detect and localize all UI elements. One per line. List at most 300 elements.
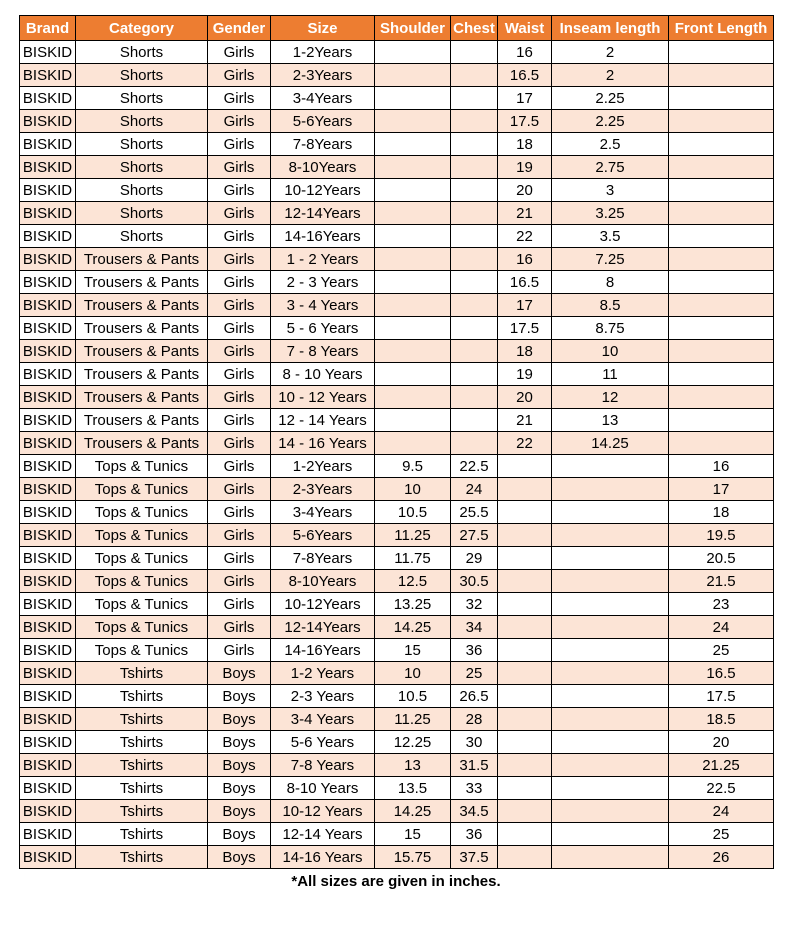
cell-brand: BISKID <box>20 340 76 363</box>
table-row <box>20 662 774 685</box>
cell-brand: BISKID <box>20 294 76 317</box>
cell-category: Tops & Tunics <box>76 501 208 524</box>
cell-shoulder <box>375 340 451 363</box>
cell-category: Tops & Tunics <box>76 616 208 639</box>
cell-waist <box>498 800 552 823</box>
table-row <box>20 409 774 432</box>
cell-shoulder: 10.5 <box>375 685 451 708</box>
cell-size: 7-8Years <box>271 133 375 156</box>
cell-size: 1-2 Years <box>271 662 375 685</box>
cell-chest: 30 <box>451 731 498 754</box>
table-row <box>20 800 774 823</box>
cell-chest: 31.5 <box>451 754 498 777</box>
cell-shoulder: 12.5 <box>375 570 451 593</box>
cell-chest: 33 <box>451 777 498 800</box>
cell-inseam-length: 3.25 <box>552 202 669 225</box>
cell-brand: BISKID <box>20 271 76 294</box>
cell-category: Shorts <box>76 225 208 248</box>
cell-waist: 18 <box>498 340 552 363</box>
cell-front-length: 17.5 <box>669 685 774 708</box>
cell-inseam-length: 11 <box>552 363 669 386</box>
cell-chest: 37.5 <box>451 846 498 869</box>
cell-gender: Girls <box>208 87 271 110</box>
cell-chest: 28 <box>451 708 498 731</box>
cell-front-length <box>669 363 774 386</box>
cell-size: 8-10 Years <box>271 777 375 800</box>
cell-inseam-length: 8.5 <box>552 294 669 317</box>
cell-brand: BISKID <box>20 731 76 754</box>
cell-size: 3-4 Years <box>271 708 375 731</box>
cell-front-length <box>669 87 774 110</box>
cell-brand: BISKID <box>20 708 76 731</box>
cell-brand: BISKID <box>20 662 76 685</box>
cell-inseam-length <box>552 501 669 524</box>
cell-inseam-length: 2 <box>552 64 669 87</box>
cell-waist <box>498 639 552 662</box>
cell-chest <box>451 133 498 156</box>
cell-gender: Girls <box>208 41 271 64</box>
cell-brand: BISKID <box>20 501 76 524</box>
cell-category: Tshirts <box>76 731 208 754</box>
cell-chest <box>451 179 498 202</box>
cell-gender: Boys <box>208 731 271 754</box>
cell-gender: Girls <box>208 340 271 363</box>
cell-gender: Girls <box>208 64 271 87</box>
cell-front-length: 18.5 <box>669 708 774 731</box>
column-header-inseam-length: Inseam length <box>552 16 669 41</box>
cell-waist <box>498 685 552 708</box>
cell-gender: Girls <box>208 386 271 409</box>
cell-gender: Boys <box>208 754 271 777</box>
cell-chest: 34 <box>451 616 498 639</box>
cell-gender: Girls <box>208 639 271 662</box>
cell-front-length <box>669 271 774 294</box>
cell-size: 3-4Years <box>271 501 375 524</box>
table-row <box>20 41 774 64</box>
cell-shoulder: 12.25 <box>375 731 451 754</box>
cell-inseam-length: 10 <box>552 340 669 363</box>
cell-front-length <box>669 432 774 455</box>
cell-inseam-length <box>552 570 669 593</box>
table-row <box>20 754 774 777</box>
cell-category: Tops & Tunics <box>76 547 208 570</box>
cell-front-length <box>669 179 774 202</box>
cell-size: 10 - 12 Years <box>271 386 375 409</box>
cell-chest: 30.5 <box>451 570 498 593</box>
cell-gender: Girls <box>208 294 271 317</box>
cell-shoulder: 15 <box>375 639 451 662</box>
table-row <box>20 179 774 202</box>
cell-chest <box>451 156 498 179</box>
cell-front-length: 22.5 <box>669 777 774 800</box>
cell-waist <box>498 754 552 777</box>
cell-shoulder: 10 <box>375 478 451 501</box>
cell-brand: BISKID <box>20 317 76 340</box>
cell-size: 8-10Years <box>271 156 375 179</box>
cell-shoulder <box>375 133 451 156</box>
cell-waist <box>498 777 552 800</box>
cell-chest <box>451 225 498 248</box>
cell-front-length: 21.5 <box>669 570 774 593</box>
cell-gender: Girls <box>208 133 271 156</box>
cell-shoulder: 10.5 <box>375 501 451 524</box>
cell-size: 1 - 2 Years <box>271 248 375 271</box>
cell-category: Tshirts <box>76 800 208 823</box>
table-row <box>20 570 774 593</box>
cell-waist: 17 <box>498 87 552 110</box>
column-header-front-length: Front Length <box>669 16 774 41</box>
cell-waist <box>498 478 552 501</box>
table-row <box>20 248 774 271</box>
cell-gender: Girls <box>208 248 271 271</box>
cell-category: Trousers & Pants <box>76 294 208 317</box>
cell-shoulder: 11.25 <box>375 524 451 547</box>
cell-front-length <box>669 225 774 248</box>
cell-inseam-length <box>552 685 669 708</box>
cell-category: Tops & Tunics <box>76 478 208 501</box>
table-row <box>20 294 774 317</box>
cell-waist <box>498 524 552 547</box>
cell-size: 12 - 14 Years <box>271 409 375 432</box>
cell-waist: 17.5 <box>498 317 552 340</box>
cell-front-length: 20 <box>669 731 774 754</box>
cell-inseam-length: 2.25 <box>552 110 669 133</box>
cell-category: Tops & Tunics <box>76 455 208 478</box>
cell-size: 5-6 Years <box>271 731 375 754</box>
cell-front-length <box>669 41 774 64</box>
cell-category: Trousers & Pants <box>76 409 208 432</box>
cell-inseam-length <box>552 593 669 616</box>
cell-size: 7-8 Years <box>271 754 375 777</box>
table-row <box>20 547 774 570</box>
cell-chest: 36 <box>451 639 498 662</box>
cell-gender: Girls <box>208 156 271 179</box>
cell-shoulder <box>375 294 451 317</box>
cell-gender: Boys <box>208 708 271 731</box>
cell-chest: 24 <box>451 478 498 501</box>
cell-category: Tshirts <box>76 754 208 777</box>
cell-category: Shorts <box>76 133 208 156</box>
cell-shoulder: 11.25 <box>375 708 451 731</box>
cell-waist: 16 <box>498 248 552 271</box>
table-row <box>20 64 774 87</box>
cell-waist: 22 <box>498 225 552 248</box>
cell-category: Shorts <box>76 110 208 133</box>
cell-size: 2-3Years <box>271 478 375 501</box>
cell-shoulder: 15.75 <box>375 846 451 869</box>
cell-gender: Boys <box>208 800 271 823</box>
table-row <box>20 110 774 133</box>
cell-brand: BISKID <box>20 754 76 777</box>
cell-brand: BISKID <box>20 777 76 800</box>
cell-shoulder <box>375 409 451 432</box>
cell-inseam-length: 3.5 <box>552 225 669 248</box>
cell-shoulder <box>375 64 451 87</box>
cell-shoulder <box>375 432 451 455</box>
cell-waist: 16.5 <box>498 271 552 294</box>
table-row <box>20 524 774 547</box>
cell-inseam-length <box>552 731 669 754</box>
cell-gender: Girls <box>208 179 271 202</box>
table-body <box>20 41 774 869</box>
column-header-brand: Brand <box>20 16 76 41</box>
table-row <box>20 846 774 869</box>
cell-inseam-length: 7.25 <box>552 248 669 271</box>
cell-brand: BISKID <box>20 41 76 64</box>
cell-front-length <box>669 133 774 156</box>
cell-chest: 29 <box>451 547 498 570</box>
cell-category: Trousers & Pants <box>76 317 208 340</box>
cell-brand: BISKID <box>20 800 76 823</box>
cell-waist <box>498 616 552 639</box>
column-header-category: Category <box>76 16 208 41</box>
size-chart-table <box>19 15 774 869</box>
cell-inseam-length <box>552 800 669 823</box>
cell-chest: 26.5 <box>451 685 498 708</box>
cell-gender: Girls <box>208 524 271 547</box>
cell-brand: BISKID <box>20 455 76 478</box>
cell-size: 2-3 Years <box>271 685 375 708</box>
cell-category: Shorts <box>76 202 208 225</box>
cell-size: 12-14Years <box>271 202 375 225</box>
cell-chest <box>451 340 498 363</box>
cell-inseam-length <box>552 616 669 639</box>
table-row <box>20 708 774 731</box>
cell-size: 8 - 10 Years <box>271 363 375 386</box>
cell-size: 14 - 16 Years <box>271 432 375 455</box>
cell-gender: Girls <box>208 271 271 294</box>
cell-chest <box>451 386 498 409</box>
cell-brand: BISKID <box>20 432 76 455</box>
table-row <box>20 340 774 363</box>
cell-inseam-length <box>552 823 669 846</box>
cell-gender: Boys <box>208 823 271 846</box>
cell-gender: Girls <box>208 202 271 225</box>
cell-inseam-length <box>552 478 669 501</box>
cell-waist: 20 <box>498 386 552 409</box>
cell-inseam-length <box>552 754 669 777</box>
cell-front-length: 23 <box>669 593 774 616</box>
cell-size: 3-4Years <box>271 87 375 110</box>
cell-inseam-length <box>552 524 669 547</box>
cell-gender: Girls <box>208 317 271 340</box>
cell-size: 14-16Years <box>271 639 375 662</box>
cell-brand: BISKID <box>20 225 76 248</box>
cell-chest <box>451 271 498 294</box>
cell-brand: BISKID <box>20 87 76 110</box>
cell-shoulder <box>375 41 451 64</box>
header-row <box>20 16 774 41</box>
cell-size: 7 - 8 Years <box>271 340 375 363</box>
cell-waist: 19 <box>498 156 552 179</box>
cell-inseam-length: 2.5 <box>552 133 669 156</box>
cell-category: Trousers & Pants <box>76 386 208 409</box>
cell-category: Trousers & Pants <box>76 271 208 294</box>
cell-size: 10-12Years <box>271 179 375 202</box>
cell-shoulder: 15 <box>375 823 451 846</box>
cell-size: 14-16 Years <box>271 846 375 869</box>
cell-gender: Girls <box>208 225 271 248</box>
cell-gender: Girls <box>208 593 271 616</box>
cell-front-length: 16.5 <box>669 662 774 685</box>
cell-brand: BISKID <box>20 639 76 662</box>
cell-brand: BISKID <box>20 179 76 202</box>
cell-front-length: 19.5 <box>669 524 774 547</box>
cell-category: Trousers & Pants <box>76 340 208 363</box>
cell-shoulder: 14.25 <box>375 616 451 639</box>
cell-inseam-length <box>552 846 669 869</box>
cell-inseam-length <box>552 639 669 662</box>
cell-brand: BISKID <box>20 616 76 639</box>
table-row <box>20 616 774 639</box>
cell-brand: BISKID <box>20 547 76 570</box>
cell-front-length: 24 <box>669 800 774 823</box>
cell-front-length: 20.5 <box>669 547 774 570</box>
cell-shoulder <box>375 363 451 386</box>
cell-category: Shorts <box>76 179 208 202</box>
cell-category: Shorts <box>76 87 208 110</box>
cell-category: Shorts <box>76 64 208 87</box>
table-row <box>20 225 774 248</box>
cell-inseam-length: 12 <box>552 386 669 409</box>
cell-shoulder <box>375 202 451 225</box>
cell-waist: 16.5 <box>498 64 552 87</box>
table-row <box>20 386 774 409</box>
cell-chest <box>451 409 498 432</box>
table-row <box>20 593 774 616</box>
cell-gender: Girls <box>208 363 271 386</box>
cell-chest <box>451 363 498 386</box>
table-row <box>20 87 774 110</box>
cell-category: Shorts <box>76 41 208 64</box>
table-row <box>20 777 774 800</box>
cell-waist: 17 <box>498 294 552 317</box>
cell-waist: 20 <box>498 179 552 202</box>
cell-size: 14-16Years <box>271 225 375 248</box>
cell-category: Tshirts <box>76 662 208 685</box>
cell-gender: Boys <box>208 777 271 800</box>
cell-front-length: 16 <box>669 455 774 478</box>
cell-brand: BISKID <box>20 846 76 869</box>
cell-inseam-length <box>552 708 669 731</box>
cell-chest <box>451 202 498 225</box>
cell-inseam-length: 2.25 <box>552 87 669 110</box>
cell-brand: BISKID <box>20 363 76 386</box>
cell-inseam-length <box>552 777 669 800</box>
cell-waist: 19 <box>498 363 552 386</box>
cell-front-length <box>669 294 774 317</box>
cell-shoulder: 14.25 <box>375 800 451 823</box>
table-row <box>20 432 774 455</box>
cell-size: 2 - 3 Years <box>271 271 375 294</box>
cell-size: 1-2Years <box>271 41 375 64</box>
cell-front-length <box>669 64 774 87</box>
cell-waist: 21 <box>498 409 552 432</box>
cell-front-length <box>669 386 774 409</box>
cell-category: Tshirts <box>76 823 208 846</box>
cell-size: 10-12 Years <box>271 800 375 823</box>
cell-front-length: 17 <box>669 478 774 501</box>
cell-brand: BISKID <box>20 409 76 432</box>
column-header-waist: Waist <box>498 16 552 41</box>
cell-category: Tshirts <box>76 777 208 800</box>
cell-front-length <box>669 110 774 133</box>
cell-category: Trousers & Pants <box>76 363 208 386</box>
cell-chest <box>451 64 498 87</box>
cell-waist <box>498 662 552 685</box>
cell-brand: BISKID <box>20 202 76 225</box>
cell-size: 5-6Years <box>271 110 375 133</box>
cell-gender: Girls <box>208 432 271 455</box>
table-row <box>20 731 774 754</box>
table-row <box>20 156 774 179</box>
cell-shoulder: 9.5 <box>375 455 451 478</box>
cell-shoulder: 11.75 <box>375 547 451 570</box>
cell-waist: 17.5 <box>498 110 552 133</box>
cell-shoulder <box>375 386 451 409</box>
cell-shoulder <box>375 156 451 179</box>
cell-category: Trousers & Pants <box>76 248 208 271</box>
cell-brand: BISKID <box>20 685 76 708</box>
cell-gender: Girls <box>208 570 271 593</box>
cell-inseam-length <box>552 662 669 685</box>
cell-waist <box>498 823 552 846</box>
cell-gender: Girls <box>208 501 271 524</box>
cell-shoulder <box>375 87 451 110</box>
cell-inseam-length: 3 <box>552 179 669 202</box>
cell-shoulder: 10 <box>375 662 451 685</box>
cell-waist <box>498 846 552 869</box>
cell-brand: BISKID <box>20 248 76 271</box>
cell-brand: BISKID <box>20 478 76 501</box>
cell-brand: BISKID <box>20 593 76 616</box>
cell-front-length <box>669 248 774 271</box>
cell-waist: 18 <box>498 133 552 156</box>
cell-chest: 34.5 <box>451 800 498 823</box>
cell-front-length: 25 <box>669 823 774 846</box>
table-header <box>20 16 774 41</box>
cell-gender: Girls <box>208 478 271 501</box>
cell-size: 12-14 Years <box>271 823 375 846</box>
cell-inseam-length <box>552 455 669 478</box>
units-note: *All sizes are given in inches. <box>291 873 501 890</box>
table-row <box>20 317 774 340</box>
cell-waist <box>498 708 552 731</box>
cell-brand: BISKID <box>20 524 76 547</box>
cell-size: 5 - 6 Years <box>271 317 375 340</box>
cell-gender: Boys <box>208 662 271 685</box>
cell-category: Tops & Tunics <box>76 524 208 547</box>
cell-shoulder <box>375 271 451 294</box>
cell-category: Tshirts <box>76 685 208 708</box>
column-header-shoulder: Shoulder <box>375 16 451 41</box>
cell-category: Tshirts <box>76 708 208 731</box>
cell-front-length <box>669 340 774 363</box>
column-header-size: Size <box>271 16 375 41</box>
cell-brand: BISKID <box>20 133 76 156</box>
cell-chest <box>451 41 498 64</box>
cell-category: Tops & Tunics <box>76 570 208 593</box>
cell-gender: Girls <box>208 409 271 432</box>
cell-category: Tops & Tunics <box>76 639 208 662</box>
cell-waist: 16 <box>498 41 552 64</box>
table-row <box>20 501 774 524</box>
cell-size: 1-2Years <box>271 455 375 478</box>
table-row <box>20 202 774 225</box>
table-row <box>20 271 774 294</box>
cell-shoulder <box>375 179 451 202</box>
cell-size: 7-8Years <box>271 547 375 570</box>
